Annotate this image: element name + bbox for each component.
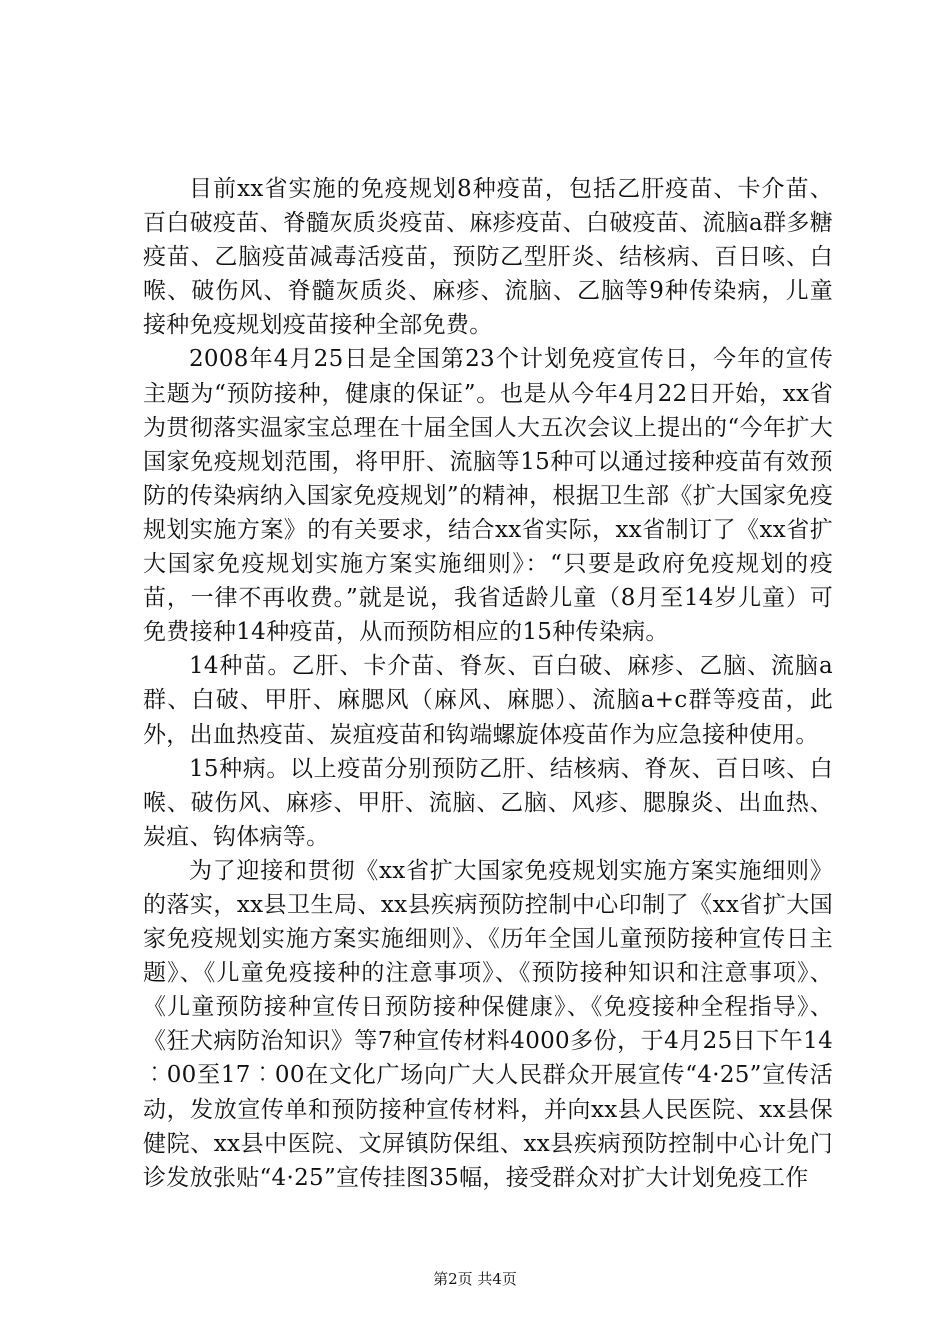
document-body: [143, 172, 833, 1195]
paragraph-2: 2008年4月25日是全国第23个计划免疫宣传日，今年的宣传主题为“预防接种，健康的保证”。也是从今年4月22日开始，xx省为贯彻落实温家宝总理在十届全国人大五次会议上提出的“今年扩大国家免疫规划范围，将甲肝、流脑等15种可以通过接种疫苗有效预防的传染病纳入国家免疫规划”的精神，根据卫生部《扩大国家免疫规划实施方案》的有关要求，结合xx省实际，xx省制订了《xx省扩大国家免疫规划实施方案实施细则》：“只要是政府免疫规划的疫苗，一律不再收费。”就是说，我省适龄儿童（8月至14岁儿童）可免费接种14种疫苗，从而预防相应的15种传染病。: [143, 346, 833, 646]
paragraph-4: 15种病。以上疫苗分别预防乙肝、结核病、脊灰、百日咳、白喉、破伤风、麻疹、甲肝、流脑、乙脑、风疹、腮腺炎、出血热、炭疽、钩体病等。: [143, 755, 833, 850]
page-footer: 第2页 共4页: [433, 1270, 517, 1288]
paragraph-3: 14种苗。乙肝、卡介苗、脊灰、百白破、麻疹、乙脑、流脑a群、白破、甲肝、麻腮风（麻风、麻腮）、流脑a+c群等疫苗，此外，出血热疫苗、炭疽疫苗和钩端螺旋体疫苗作为应急接种使用。: [143, 653, 833, 748]
paragraph-5: 为了迎接和贯彻《xx省扩大国家免疫规划实施方案实施细则》的落实，xx县卫生局、xx县疾病预防控制中心印制了《xx省扩大国家免疫规划实施方案实施细则》、《历年全国儿童预防接种宣传日主题》、《儿童免疫接种的注意事项》、《预防接种知识和注意事项》、《儿童预防接种宣传日预防接种保健康》、《免疫接种全程指导》、《狂犬病防治知识》等7种宣传材料4000多份，于4月25日下午14︰00至17︰00在文化广场向广大人民群众开展宣传“4·25”宣传活动，发放宣传单和预防接种宣传材料，并向xx县人民医院、xx县保健院、xx县中医院、文屏镇防保组、xx县疾病预防控制中心计免门诊发放张贴“4·25”宣传挂图35幅，接受群众对扩大计划免疫工作: [143, 857, 833, 1191]
paragraph-1: 目前xx省实施的免疫规划8种疫苗，包括乙肝疫苗、卡介苗、百白破疫苗、脊髓灰质炎疫苗、麻疹疫苗、白破疫苗、流脑a群多糖疫苗、乙脑疫苗减毒活疫苗，预防乙型肝炎、结核病、百日咳、白喉、破伤风、脊髓灰质炎、麻疹、流脑、乙脑等9种传染病，儿童接种免疫规划疫苗接种全部免费。: [143, 176, 833, 339]
